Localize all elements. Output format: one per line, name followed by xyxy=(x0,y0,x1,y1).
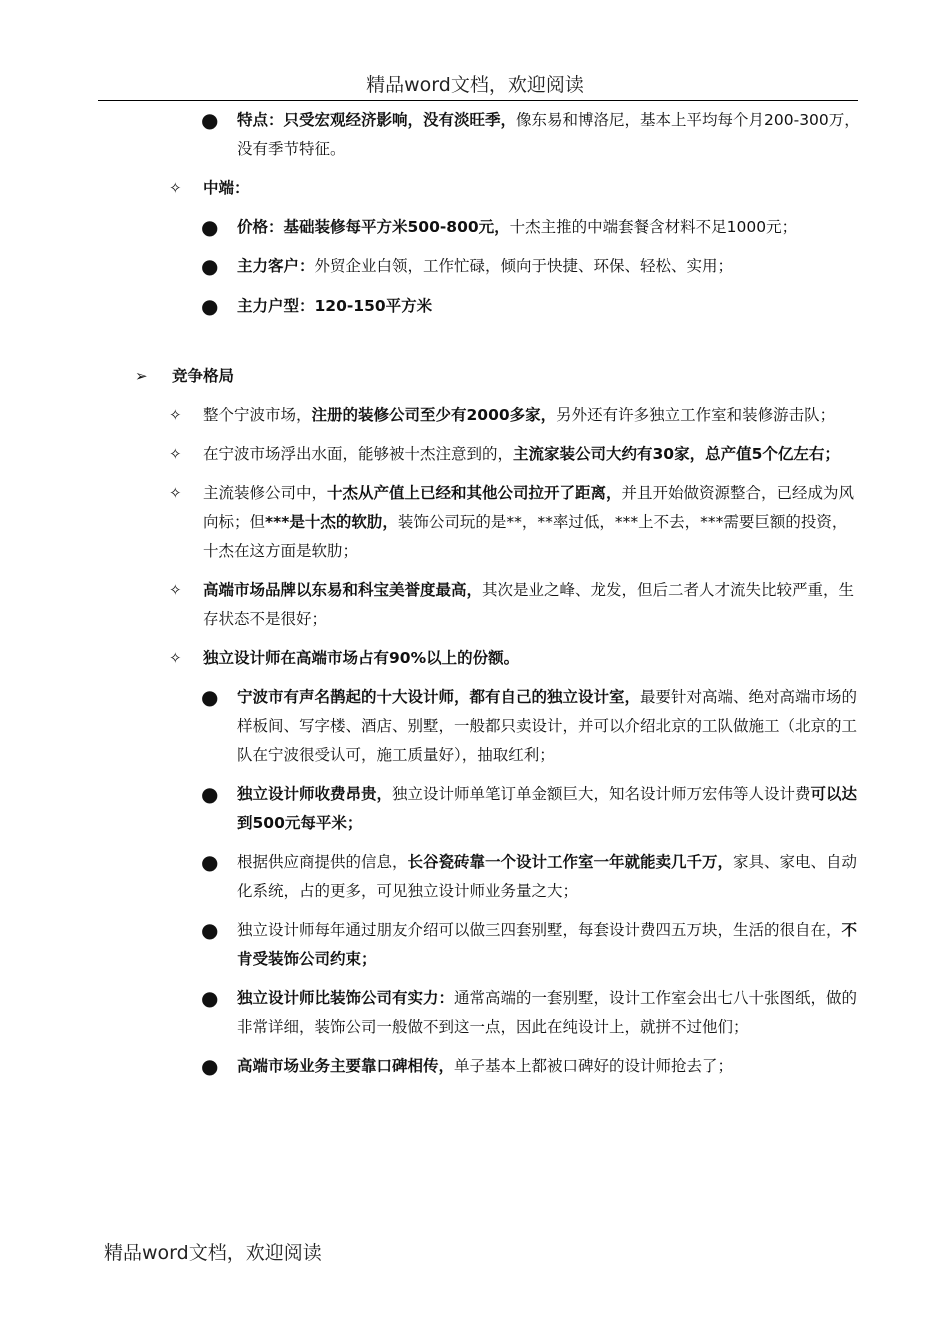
bold-text: 中端： xyxy=(203,179,250,197)
body-text: 根据供应商提供的信息， xyxy=(237,853,408,871)
diamond-bullet-icon: ✧ xyxy=(169,581,182,599)
bullet-dot-icon: ● xyxy=(201,1054,219,1078)
bullet-dot-icon: ● xyxy=(201,918,219,942)
list-item xyxy=(169,440,861,469)
diamond-bullet-icon: ✧ xyxy=(169,179,182,197)
list-item xyxy=(201,848,861,906)
bold-text: 长谷瓷砖靠一个设计工作室一年就能卖几千万， xyxy=(407,853,734,871)
body-text: 整个宁波市场， xyxy=(203,406,312,424)
body-text: 最要针对高端、绝对高端市场的样板间、写字楼、酒店、别墅，一般都只卖设计，并可以介绍北京的工队做施工（北京的工队在宁波很受认可，施工质量好），抽取红利； xyxy=(237,688,858,764)
bold-text: 高端市场业务主要靠口碑相传， xyxy=(237,1057,455,1075)
bold-text: 十杰从产值上已经和其他公司拉开了距离， xyxy=(327,484,622,502)
diamond-bullet-icon: ✧ xyxy=(169,484,182,502)
bold-text: 注册的装修公司至少有2000多家， xyxy=(311,406,557,424)
bold-text: ***是十杰的软肋， xyxy=(265,513,398,531)
bullet-dot-icon: ● xyxy=(201,850,219,874)
page-footer: 精品word文档，欢迎阅读 xyxy=(104,1242,322,1264)
body-text: 其次是业之峰、龙发，但后二者人才流失比较严重，生存状态不是很好； xyxy=(203,581,855,628)
list-item xyxy=(201,252,861,281)
bold-text: 特点：只受宏观经济影响，没有淡旺季， xyxy=(237,111,517,129)
body-text: 装饰公司玩的是**，**率过低，***上不去，***需要巨额的投资，十杰在这方面是软肋； xyxy=(203,513,848,560)
bold-text: 价格：基础装修每平方米500-800元， xyxy=(237,218,510,236)
list-item xyxy=(201,106,861,164)
body-text: 另外还有许多独立工作室和装修游击队； xyxy=(556,406,836,424)
list-item xyxy=(201,780,861,838)
list-item xyxy=(201,292,861,321)
list-item xyxy=(201,683,861,770)
bold-text: 独立设计师收费昂贵， xyxy=(237,785,393,803)
bold-text: 主力客户： xyxy=(237,257,315,275)
bullet-dot-icon: ● xyxy=(201,215,219,239)
body-text: 独立设计师每年通过朋友介绍可以做三四套别墅，每套设计费四五万块，生活的很自在， xyxy=(237,921,842,939)
body-text: 十杰主推的中端套餐含材料不足1000元； xyxy=(509,218,798,236)
bold-text: 独立设计师比装饰公司有实力： xyxy=(237,989,455,1007)
bullet-dot-icon: ● xyxy=(201,108,219,132)
bullet-dot-icon: ● xyxy=(201,254,219,278)
list-item xyxy=(169,174,861,203)
bold-text: 主力户型：120-150平方米 xyxy=(237,297,433,315)
bullet-dot-icon: ● xyxy=(201,294,219,318)
bullet-dot-icon: ● xyxy=(201,986,219,1010)
body-text: 家具、家电、自动化系统，占的更多，可见独立设计师业务量之大； xyxy=(237,853,858,900)
diamond-bullet-icon: ✧ xyxy=(169,445,182,463)
bold-text: 主流家装公司大约有30家，总产值5个亿左右； xyxy=(513,445,840,463)
page-header: 精品word文档，欢迎阅读 xyxy=(366,74,584,96)
diamond-bullet-icon: ✧ xyxy=(169,649,182,667)
body-text: 通常高端的一套别墅，设计工作室会出七八十张图纸，做的非常详细，装饰公司一般做不到这一点，因此在纯设计上，就拼不过他们； xyxy=(237,989,858,1036)
bold-text: 可以达到500元每平米； xyxy=(237,785,858,832)
body-text: 并且开始做资源整合，已经成为风向标；但 xyxy=(203,484,855,531)
list-item xyxy=(169,479,861,566)
body-text: 主流装修公司中， xyxy=(203,484,328,502)
body-text: 在宁波市场浮出水面，能够被十杰注意到的， xyxy=(203,445,514,463)
list-item xyxy=(201,916,861,974)
list-item xyxy=(201,984,861,1042)
list-item xyxy=(169,401,861,430)
diamond-bullet-icon: ✧ xyxy=(169,406,182,424)
document-body xyxy=(0,106,950,1081)
bold-text: 独立设计师在高端市场占有90%以上的份额。 xyxy=(203,649,520,667)
bullet-dot-icon: ● xyxy=(201,782,219,806)
bold-text: 不肯受装饰公司约束； xyxy=(237,921,858,968)
body-text: 外贸企业白领，工作忙碌，倾向于快捷、环保、轻松、实用； xyxy=(314,257,734,275)
arrow-bullet-icon: ➢ xyxy=(135,367,148,385)
list-item xyxy=(169,644,861,673)
bold-text: 高端市场品牌以东易和科宝美誉度最高， xyxy=(203,581,483,599)
bold-text: 竞争格局 xyxy=(172,367,235,385)
body-text: 独立设计师单笔订单金额巨大，知名设计师万宏伟等人设计费 xyxy=(392,785,811,803)
section-heading xyxy=(135,362,862,391)
list-item xyxy=(169,576,861,634)
bullet-dot-icon: ● xyxy=(201,685,219,709)
bold-text: 宁波市有声名鹊起的十大设计师，都有自己的独立设计室， xyxy=(237,688,641,706)
list-item xyxy=(201,1052,861,1081)
header-divider xyxy=(98,100,858,101)
list-item xyxy=(201,213,861,242)
body-text: 单子基本上都被口碑好的设计师抢去了； xyxy=(454,1057,734,1075)
body-text: 像东易和博洛尼，基本上平均每个月200-300万，没有季节特征。 xyxy=(237,111,860,158)
